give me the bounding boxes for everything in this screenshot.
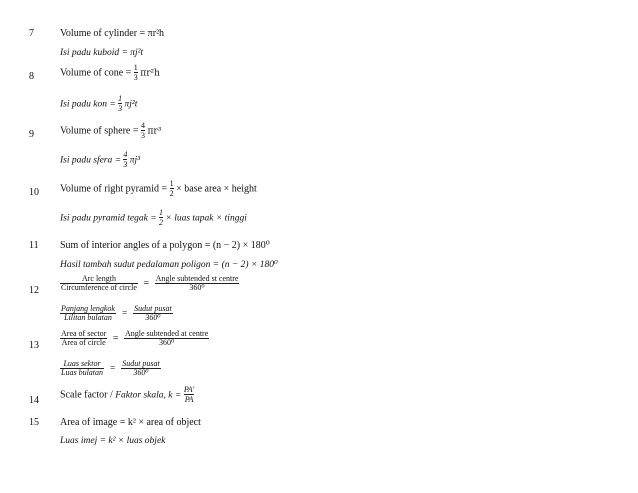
formula-image-area-en: Area of image = k² × area of object — [60, 417, 201, 428]
fraction: $\frac{\text{Angle subtended at centre}}{\text{360⁰}}$ — [124, 329, 209, 348]
formula-cylinder-my: Isi padu kuboid = πj²t — [60, 48, 144, 58]
equals-sign: = — [112, 333, 119, 345]
formula-label: Isi padu sfera = — [60, 155, 122, 166]
formula-label: Volume of sphere = — [60, 125, 139, 137]
fraction: $\frac{\text{Sudut pusat}}{\text{360⁰}}$ — [134, 304, 172, 323]
formula-label: Scale factor / — [60, 389, 116, 401]
fraction: $\frac{4}{3}$ — [141, 121, 145, 141]
equals-sign: = — [121, 309, 128, 320]
formula-pyramid-en — [60, 180, 257, 199]
formula-arc-my — [60, 305, 173, 323]
formula-cylinder-en: Volume of cylinder = πr²h — [60, 28, 165, 39]
item-number: 11 — [29, 240, 39, 251]
formula-scale-factor — [60, 386, 194, 405]
fraction: $\frac{PA'}{PA}$ — [183, 385, 195, 405]
fraction: $\frac{4}{3}$ — [123, 150, 128, 170]
formula-label: Isi padu pyramid tegak = — [60, 213, 157, 224]
fraction: $\frac{\text{Luas sektor}}{\text{Luas bulatan}}$ — [61, 359, 104, 378]
fraction: $\frac{1}{2}$ — [159, 208, 164, 228]
fraction: $\frac{1}{2}$ — [169, 179, 174, 199]
formula-expression: πr²h — [140, 68, 160, 79]
formula-arc-en — [60, 275, 239, 293]
fraction: $\frac{\text{Angle subtended st centre}}{\text{360⁰}}$ — [155, 274, 239, 293]
item-number: 12 — [29, 285, 39, 296]
formula-expression: × base area × height — [176, 183, 257, 195]
formula-polygon-en: Sum of interior angles of a polygon = (n − 2) × 180⁰ — [60, 240, 270, 251]
formula-expression: πr³ — [147, 126, 162, 137]
formula-cone-en — [60, 64, 160, 83]
fraction: $\frac{\text{Arc length}}{\text{Circumference of circle}}$ — [61, 274, 137, 293]
formula-label: Isi padu kon = — [60, 99, 116, 110]
formula-label-my: Faktor skala — [115, 390, 164, 401]
formula-expression: πj³ — [129, 155, 141, 166]
formula-expression: × luas tapak × tinggi — [165, 213, 247, 224]
formula-variable: , k = — [163, 390, 182, 401]
item-number: 14 — [29, 395, 39, 406]
fraction: $\frac{1}{3}$ — [118, 94, 123, 114]
formula-polygon-my: Hasil tambah sudut pedalaman poligon = (n − 2) × 180⁰ — [60, 260, 278, 270]
formula-sphere-en — [60, 122, 161, 141]
item-number: 7 — [29, 28, 34, 39]
formula-cone-my — [60, 95, 137, 114]
formula-image-area-my: Luas imej = k² × luas objek — [60, 436, 166, 446]
equals-sign: = — [143, 278, 150, 290]
item-number: 9 — [29, 129, 34, 140]
fraction: $\frac{\text{Panjang lengkok}}{\text{Lilitan bulatan}}$ — [61, 304, 115, 323]
equals-sign: = — [109, 364, 116, 375]
formula-sector-en — [60, 330, 209, 348]
fraction: $\frac{\text{Area of sector}}{\text{Area of circle}}$ — [61, 329, 107, 348]
formula-label: Volume of cone = — [60, 67, 132, 79]
item-number: 15 — [29, 417, 39, 428]
item-number: 13 — [29, 340, 39, 351]
formula-sphere-my — [60, 151, 140, 170]
formula-label: Volume of right pyramid = — [60, 183, 168, 195]
fraction: $\frac{\text{Sudut pusat}}{\text{360⁰}}$ — [122, 359, 160, 378]
formula-expression: πj²t — [124, 99, 138, 110]
item-number: 10 — [29, 187, 39, 198]
formula-sector-my — [60, 360, 161, 378]
item-number: 8 — [29, 71, 34, 82]
formula-pyramid-my — [60, 209, 247, 228]
fraction: $\frac{1}{3}$ — [133, 63, 138, 83]
